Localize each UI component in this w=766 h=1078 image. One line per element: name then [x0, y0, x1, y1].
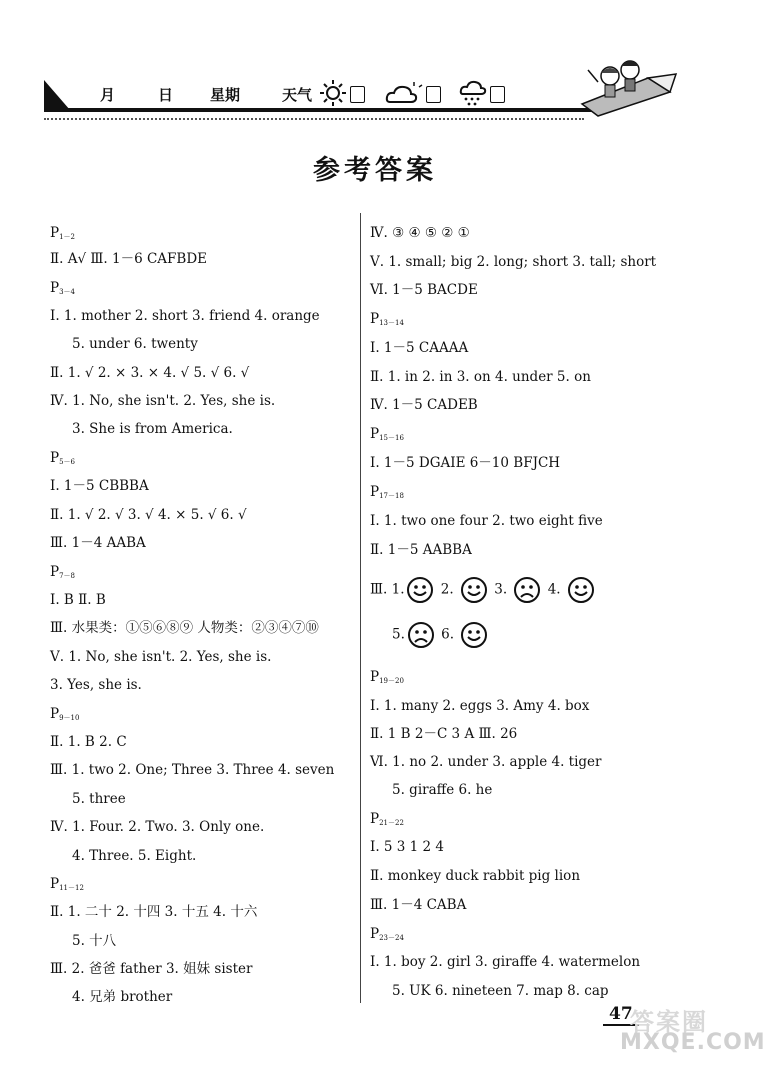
answer-text: Ⅰ. 1. boy 2. girl 3. giraffe 4. watermelon — [370, 954, 641, 970]
answer-line — [370, 753, 601, 771]
page-range: 19－20 — [379, 677, 404, 685]
answer-line — [392, 781, 492, 799]
header-bar — [44, 108, 604, 112]
answer-text: 5. three — [72, 791, 126, 807]
answer-line — [50, 392, 275, 410]
answer-text: Ⅲ. 水果类：①⑤⑥⑧⑨ 人物类：②③④⑦⑩ — [50, 620, 319, 636]
answer-text: 4. Three. 5. Eight. — [72, 848, 197, 864]
answer-text: Ⅴ. 1. No, she isn't. 2. Yes, she is. — [50, 649, 272, 665]
answer-text: P — [50, 706, 60, 722]
answer-text: P — [50, 280, 60, 296]
answer-line — [50, 648, 271, 666]
watermark-cn: 答案圈 — [630, 1008, 708, 1036]
header-dotted-rule — [44, 118, 584, 120]
answer-text: Ⅵ. 1. no 2. under 3. apple 4. tiger — [370, 754, 602, 770]
answer-text: Ⅰ. 1. mother 2. short 3. friend 4. orange — [50, 308, 320, 324]
page-range: 15－16 — [379, 434, 404, 442]
page-range-heading — [370, 483, 404, 505]
answer-text: Ⅵ. 1－5 BACDE — [370, 282, 478, 298]
answer-line — [72, 932, 116, 950]
answer-number: 4. — [543, 581, 565, 598]
answer-text: Ⅱ. 1. √ 2. √ 3. √ 4. × 5. √ 6. √ — [50, 507, 247, 523]
page-range-heading — [370, 668, 404, 690]
answer-line — [50, 903, 257, 921]
page-range-heading — [50, 279, 75, 301]
month-label: 月 — [100, 86, 116, 104]
page-title: 参考答案 — [313, 155, 437, 186]
answer-text: 5. UK 6. nineteen 7. map 8. cap — [392, 983, 609, 999]
answer-text: Ⅰ. 5 3 1 2 4 — [370, 839, 445, 855]
answer-line — [50, 250, 207, 268]
answer-text: P — [370, 311, 380, 327]
answer-line — [72, 988, 172, 1006]
answer-text: Ⅱ. 1. in 2. in 3. on 4. under 5. on — [370, 369, 591, 385]
answer-text: Ⅰ. 1. two one four 2. two eight five — [370, 513, 603, 529]
page-range-heading — [370, 425, 404, 447]
column-divider — [360, 213, 361, 1003]
answer-line — [50, 591, 106, 609]
answer-text: Ⅱ. A√ Ⅲ. 1－6 CAFBDE — [50, 251, 208, 267]
page-range: 11－12 — [59, 884, 84, 892]
page-number: 47 — [603, 1004, 639, 1026]
answer-text: P — [370, 484, 380, 500]
answer-line — [50, 307, 320, 325]
answer-text: 4. 兄弟 brother — [72, 989, 173, 1005]
answer-line — [370, 697, 589, 715]
answer-number: 2. — [436, 581, 458, 598]
page-range: 5－6 — [59, 458, 76, 466]
answer-line — [370, 953, 640, 971]
answer-text: 5. 十八 — [72, 933, 117, 949]
answer-text: Ⅰ. 1. many 2. eggs 3. Amy 4. box — [370, 698, 590, 714]
page-range-heading — [370, 925, 404, 947]
page-range-heading — [50, 563, 75, 585]
answer-text: P — [370, 426, 380, 442]
page-range: 21－22 — [379, 819, 404, 827]
sun-icon — [318, 78, 348, 108]
page-range-heading — [50, 224, 75, 246]
answer-text: 5. under 6. twenty — [72, 336, 198, 352]
page-range-heading — [50, 705, 79, 727]
answer-line — [50, 733, 127, 751]
answer-line — [50, 534, 146, 552]
page-range: 23－24 — [379, 934, 404, 942]
answer-text: Ⅱ. 1 B 2－C 3 A Ⅲ. 26 — [370, 726, 518, 742]
watermark: MXQE.COM — [620, 1030, 766, 1055]
sad-face-icon — [407, 621, 435, 649]
header-triangle — [44, 80, 70, 110]
page-range-heading — [370, 810, 404, 832]
answer-text: Ⅳ. 1－5 CADEB — [370, 397, 478, 413]
answer-text: Ⅳ. 1. No, she isn't. 2. Yes, she is. — [50, 393, 276, 409]
answer-text: 3. She is from America. — [72, 421, 233, 437]
answer-line — [50, 364, 249, 382]
answer-line — [370, 454, 560, 472]
answer-line — [370, 396, 478, 414]
happy-face-icon — [406, 576, 434, 604]
answer-text: P — [50, 225, 60, 241]
page-range-heading — [50, 875, 84, 897]
answer-line — [72, 335, 198, 353]
rain-icon — [458, 78, 488, 108]
answer-text: Ⅰ. 1－5 DGAIE 6－10 BFJCH — [370, 455, 561, 471]
answer-text: P — [370, 926, 380, 942]
answer-line — [370, 512, 603, 530]
answer-text: Ⅱ. 1. √ 2. × 3. × 4. √ 5. √ 6. √ — [50, 365, 250, 381]
answer-text: P — [50, 450, 60, 466]
answer-text: 3. Yes, she is. — [50, 677, 142, 693]
answer-line — [72, 790, 126, 808]
kids-on-pencil-illustration — [578, 52, 678, 118]
page-range: 3－4 — [59, 288, 76, 296]
answer-line — [370, 541, 472, 559]
happy-face-icon — [567, 576, 595, 604]
answer-text: P — [370, 669, 380, 685]
answer-text: Ⅰ. 1－5 CAAAA — [370, 340, 469, 356]
answer-line — [50, 619, 319, 637]
answer-line — [50, 818, 264, 836]
answer-text: 5. giraffe 6. he — [392, 782, 493, 798]
answer-text: Ⅱ. 1. B 2. C — [50, 734, 127, 750]
answer-text: Ⅲ. 1. two 2. One; Three 3. Three 4. seven — [50, 762, 335, 778]
answer-text: Ⅳ. 1. Four. 2. Two. 3. Only one. — [50, 819, 265, 835]
answer-line — [392, 982, 609, 1000]
answer-text: Ⅲ. 1. — [370, 581, 405, 598]
answer-line — [50, 506, 247, 524]
answer-line — [50, 960, 252, 978]
day-label: 日 — [158, 86, 174, 104]
answer-line — [370, 224, 470, 242]
answer-line — [370, 253, 656, 271]
answer-text: Ⅰ. B Ⅱ. B — [50, 592, 106, 608]
page-range: 9－10 — [59, 714, 80, 722]
answer-line — [370, 838, 444, 856]
page-range: 17－18 — [379, 492, 404, 500]
sad-face-icon — [513, 576, 541, 604]
page-range-heading — [370, 310, 404, 332]
happy-face-icon — [460, 621, 488, 649]
answer-text: P — [370, 811, 380, 827]
answer-text: Ⅳ. ③ ④ ⑤ ② ① — [370, 225, 470, 241]
answer-line — [370, 576, 597, 604]
answer-text: P — [50, 876, 60, 892]
rain-checkbox[interactable] — [490, 86, 505, 103]
answer-text: Ⅲ. 2. 爸爸 father 3. 姐妹 sister — [50, 961, 253, 977]
answer-line — [370, 725, 517, 743]
answer-text: P — [50, 564, 60, 580]
answer-text: Ⅴ. 1. small; big 2. long; short 3. tall; short — [370, 254, 657, 270]
happy-face-icon — [460, 576, 488, 604]
answer-line — [72, 847, 196, 865]
answer-number: 6. — [436, 626, 459, 643]
answer-line — [370, 368, 591, 386]
answer-number: 3. — [489, 581, 512, 598]
answer-line — [392, 621, 490, 649]
answer-line — [50, 676, 142, 694]
answer-text: Ⅱ. 1. 二十 2. 十四 3. 十五 4. 十六 — [50, 904, 258, 920]
page-range: 1－2 — [59, 233, 76, 241]
answer-text: 5. — [392, 626, 405, 643]
page-range: 7－8 — [59, 572, 76, 580]
answer-text: Ⅱ. monkey duck rabbit pig lion — [370, 868, 581, 884]
page-range-heading — [50, 449, 75, 471]
sun-checkbox[interactable] — [350, 86, 365, 103]
answer-line — [50, 761, 334, 779]
answer-text: Ⅲ. 1－4 CABA — [370, 897, 467, 913]
cloudy-checkbox[interactable] — [426, 86, 441, 103]
cloudy-icon — [384, 78, 424, 108]
answer-line — [72, 420, 233, 438]
answer-line — [370, 281, 478, 299]
week-label: 星期 — [210, 86, 241, 104]
weather-label: 天气 — [282, 86, 313, 104]
page-range: 13－14 — [379, 319, 404, 327]
answer-line — [370, 867, 580, 885]
answer-text: Ⅰ. 1－5 CBBBA — [50, 478, 149, 494]
answer-text: Ⅲ. 1－4 AABA — [50, 535, 146, 551]
answer-line — [370, 896, 466, 914]
answer-text: Ⅱ. 1－5 AABBA — [370, 542, 472, 558]
answer-line — [370, 339, 468, 357]
answer-line — [50, 477, 149, 495]
